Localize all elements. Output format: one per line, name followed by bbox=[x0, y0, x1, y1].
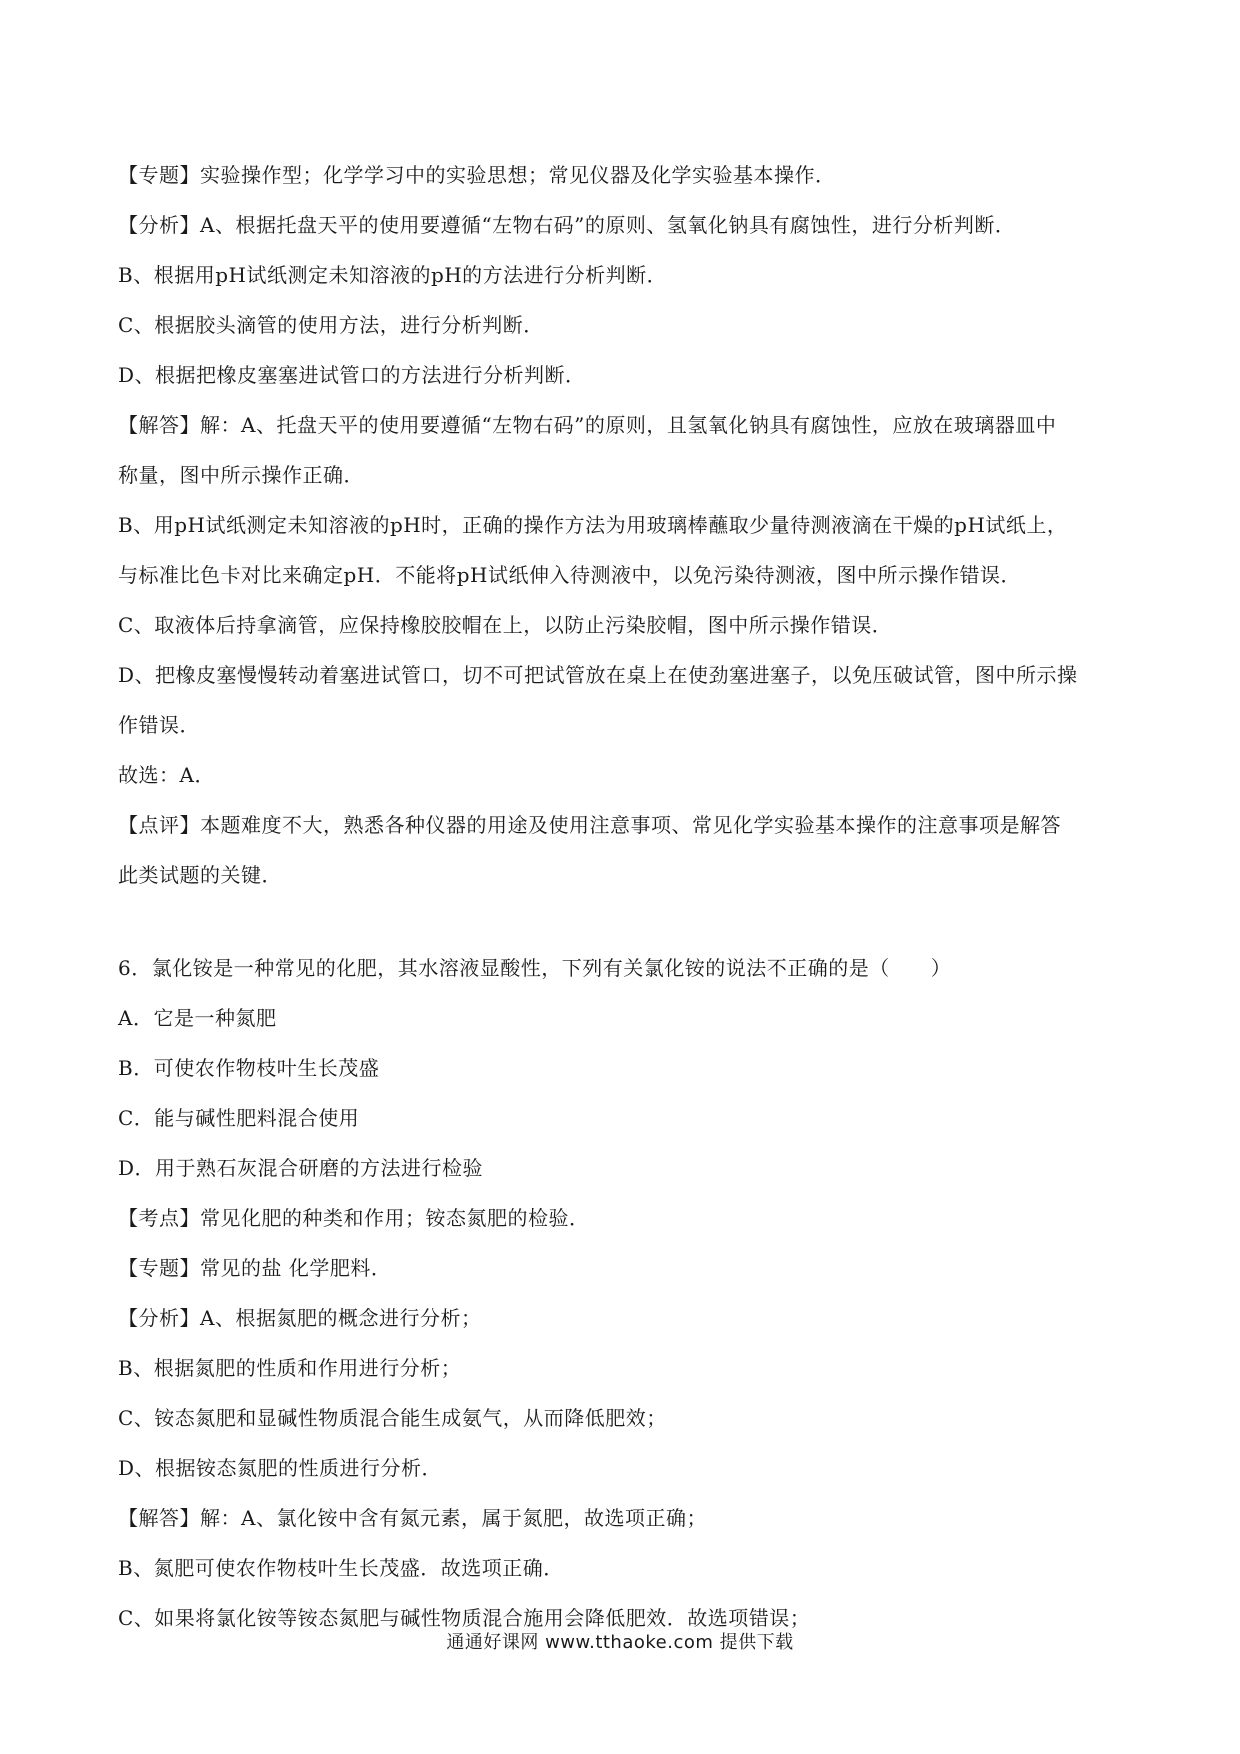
analysis-line: 【分析】A、根据氮肥的概念进行分析； bbox=[118, 1306, 482, 1330]
document-body bbox=[118, 150, 1138, 1643]
answer-line: B、用pH试纸测定未知溶液的pH时，正确的操作方法为用玻璃棒蘸取少量待测液滴在干燥的pH试纸上， bbox=[118, 513, 1068, 537]
answer-line: 【解答】解：A、托盘天平的使用要遵循“左物右码”的原则，且氢氧化钠具有腐蚀性，应放在玻璃器皿中 bbox=[118, 413, 1057, 437]
analysis-line: D、根据把橡皮塞塞进试管口的方法进行分析判断． bbox=[118, 363, 586, 387]
section-gap bbox=[118, 900, 1138, 943]
comment-line: 此类试题的关键． bbox=[118, 863, 282, 887]
answer-line: B、氮肥可使农作物枝叶生长茂盛．故选项正确． bbox=[118, 1556, 564, 1580]
answer-line: C、如果将氯化铵等铵态氮肥与碱性物质混合施用会降低肥效．故选项错误； bbox=[118, 1606, 811, 1630]
analysis-line: C、根据胶头滴管的使用方法，进行分析判断． bbox=[118, 313, 544, 337]
answer-line: 作错误． bbox=[118, 713, 200, 737]
analysis-line: 【分析】A、根据托盘天平的使用要遵循“左物右码”的原则、氢氧化钠具有腐蚀性，进行分析判断． bbox=[118, 213, 1016, 237]
page-footer: 通通好课网 www.tthaoke.com 提供下载 bbox=[446, 1632, 794, 1653]
analysis-line: B、根据用pH试纸测定未知溶液的pH的方法进行分析判断． bbox=[118, 263, 668, 287]
analysis-line: B、根据氮肥的性质和作用进行分析； bbox=[118, 1356, 462, 1380]
question-stem: 6．氯化铵是一种常见的化肥，其水溶液显酸性，下列有关氯化铵的说法不正确的是（ ） bbox=[118, 956, 952, 980]
analysis-line: D、根据铵态氮肥的性质进行分析． bbox=[118, 1456, 443, 1480]
analysis-line: C、铵态氮肥和显碱性物质混合能生成氨气，从而降低肥效； bbox=[118, 1406, 667, 1430]
option-d: D．用于熟石灰混合研磨的方法进行检验 bbox=[118, 1156, 484, 1180]
answer-line: D、把橡皮塞慢慢转动着塞进试管口，切不可把试管放在桌上在使劲塞进塞子，以免压破试管，图中所示操 bbox=[118, 663, 1078, 687]
section-question-6 bbox=[118, 943, 1138, 1643]
option-b: B．可使农作物枝叶生长茂盛 bbox=[118, 1056, 380, 1080]
option-c: C．能与碱性肥料混合使用 bbox=[118, 1106, 360, 1130]
answer-line: 称量，图中所示操作正确． bbox=[118, 463, 364, 487]
answer-line: C、取液体后持拿滴管，应保持橡胶胶帽在上，以防止污染胶帽，图中所示操作错误． bbox=[118, 613, 893, 637]
section-experiment-analysis bbox=[118, 150, 1138, 900]
answer-line: 【解答】解：A、氯化铵中含有氮元素，属于氮肥，故选项正确； bbox=[118, 1506, 707, 1530]
topic-line: 【专题】实验操作型；化学学习中的实验思想；常见仪器及化学实验基本操作． bbox=[118, 163, 836, 187]
choice-line: 故选：A． bbox=[118, 763, 215, 787]
answer-line: 与标准比色卡对比来确定pH．不能将pH试纸伸入待测液中，以免污染待测液，图中所示操作错误． bbox=[118, 563, 1021, 587]
comment-line: 【点评】本题难度不大，熟悉各种仪器的用途及使用注意事项、常见化学实验基本操作的注意事项是解答 bbox=[118, 813, 1061, 837]
keypoint-line: 【考点】常见化肥的种类和作用；铵态氮肥的检验． bbox=[118, 1206, 590, 1230]
option-a: A．它是一种氮肥 bbox=[118, 1006, 277, 1030]
topic-line: 【专题】常见的盐 化学肥料． bbox=[118, 1256, 392, 1280]
